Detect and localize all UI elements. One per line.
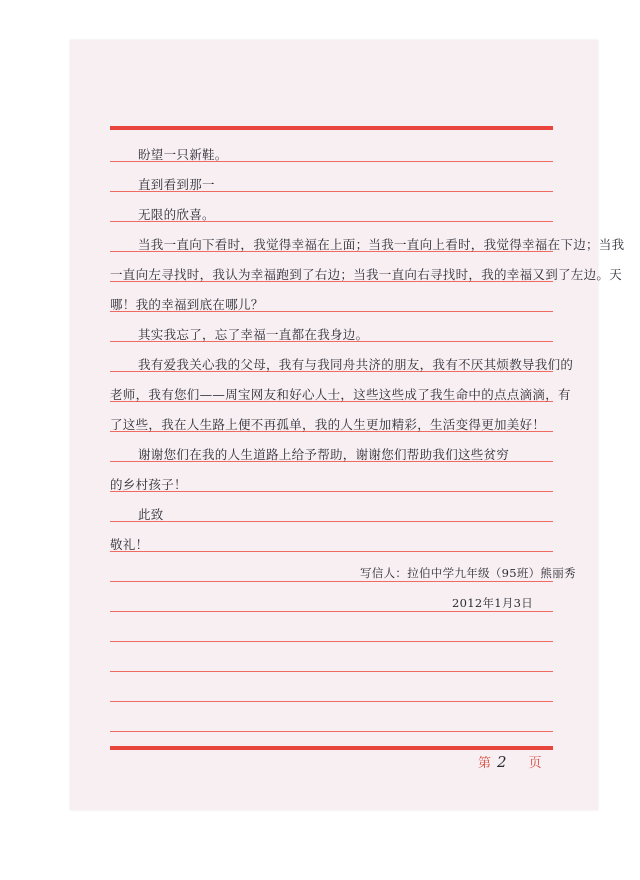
page-number xyxy=(478,752,542,771)
letter-line: 其实我忘了，忘了幸福一直都在我身边。 xyxy=(138,327,369,342)
page-suffix: 页 xyxy=(528,756,542,771)
signature-line: 写信人：拉伯中学九年级（95班）熊丽秀 xyxy=(360,566,576,580)
ruled-line xyxy=(110,641,553,642)
letter-line: 的乡村孩子！ xyxy=(110,477,187,492)
letter-line: 盼望一只新鞋。 xyxy=(138,147,228,162)
letter-line: 老师，我有您们——周宝网友和好心人士，这些这些成了我生命中的点点滴滴，有 xyxy=(110,387,571,402)
letter-line: 无限的欣喜。 xyxy=(138,207,215,222)
letter-line: 当我一直向下看时，我觉得幸福在上面；当我一直向上看时，我觉得幸福在下边；当我 xyxy=(138,237,625,252)
top-thick-rule xyxy=(110,126,553,130)
ruled-line xyxy=(110,581,553,582)
letter-line: 我有爱我关心我的父母，我有与我同舟共济的朋友，我有不厌其烦教导我们的 xyxy=(138,357,574,372)
letter-line: 一直向左寻找时，我认为幸福跑到了右边；当我一直向右寻找时，我的幸福又到了左边。天 xyxy=(110,267,623,282)
ruled-line xyxy=(110,611,553,612)
ruled-line xyxy=(110,701,553,702)
bottom-thick-rule xyxy=(110,746,553,750)
letter-line: 了这些，我在人生路上便不再孤单，我的人生更加精彩，生活变得更加美好！ xyxy=(110,417,546,432)
ruled-line xyxy=(110,671,553,672)
ruled-line xyxy=(110,731,553,732)
date-line: 2012年1月3日 xyxy=(452,596,534,610)
salutation: 敬礼！ xyxy=(110,537,149,552)
letter-line: 谢谢您们在我的人生道路上给予帮助，谢谢您们帮助我们这些贫穷 xyxy=(138,447,510,462)
page-number-value: 2 xyxy=(497,753,507,771)
page-prefix: 第 xyxy=(478,756,492,771)
letter-line: 直到看到那一 xyxy=(138,177,215,192)
closing-phrase: 此致 xyxy=(138,507,164,522)
letter-line: 哪！我的幸福到底在哪儿？ xyxy=(110,297,264,312)
